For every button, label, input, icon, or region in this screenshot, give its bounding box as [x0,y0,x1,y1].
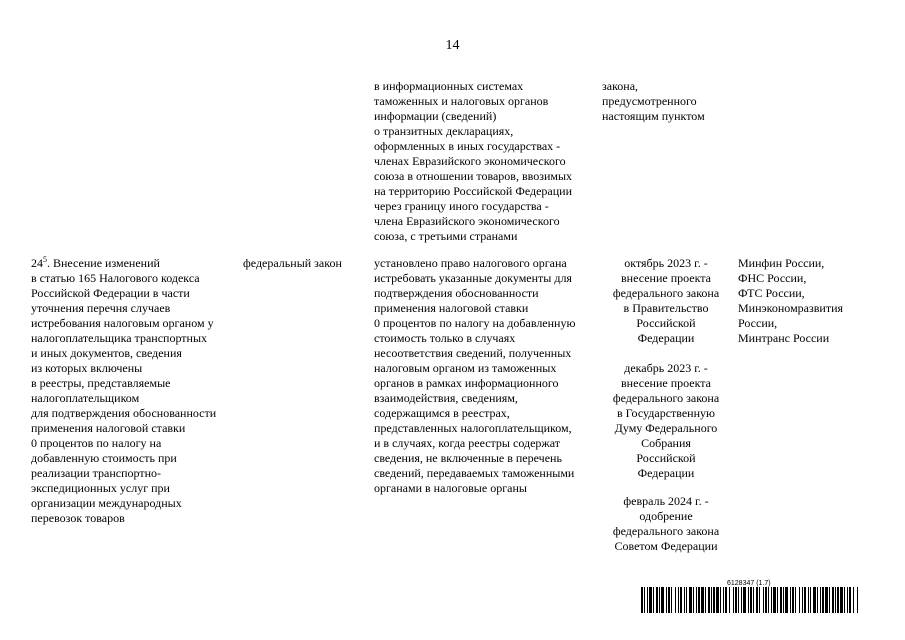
deadline-item: декабрь 2023 г. - внесение проекта федерального закона в Государственную Думу Федерального Собрания Российской Федерации [612,361,720,480]
document-type: федеральный закон [243,256,342,270]
deadline-item: октябрь 2023 г. - внесение проекта федерального закона в Правительство Российской Федерации [612,256,720,345]
barcode [641,587,859,613]
measure-title [31,256,241,526]
measure-title-text: . Внесение изменений в статью 165 Налогового кодекса Российской Федерации в части уточнения перечня случаев истребования налоговым органом у налогоплательщика транспортных и иных документов, сведения из которых включены в реестры, представляемые налогоплательщиком для подтверждения обоснованности применения налоговой ставки 0 процентов по налогу на добавленную стоимость при реализации транспортно- экспедиционных услуг при организации международных перевозок товаров [31,256,217,525]
measure-number-superscript: 5 [43,255,47,264]
continued-deadline-text: закона, предусмотренного настоящим пунктом [602,79,705,123]
expected-result: установлено право налогового органа истребовать указанные документы для подтверждения обоснованности применения налоговой ставки 0 процентов по налогу на добавленную стоимость только в случаях несоответствия сведений, полученных налоговым органом из таможенных органов в рамках информационного взаимодействия, сведениям, содержащимся в реестрах, представленных налогоплательщиком, и в случаях, когда реестры содержат сведения, не включенные в перечень сведений, передаваемых таможенными органами в налоговые органы [374,256,576,495]
barcode-label: 6128347 (1.7) [727,580,771,587]
measure-number: 24 [31,256,43,270]
deadline-item: февраль 2024 г. - одобрение федерального закона Советом Федерации [612,494,720,553]
continued-requirement-text: в информационных системах таможенных и налоговых органов информации (сведений) о транзитных декларациях, оформленных в иных государствах - членах Евразийского экономического союза в отношении товаров, ввозимых на территорию Российской Федерации через границу иного государства - члена Евразийского экономического союза, с третьими странами [374,79,573,243]
page-number: 14 [445,38,460,53]
responsible-agencies: Минфин России, ФНС России, ФТС России, Минэкономразвития России, Минтранс России [738,256,844,345]
